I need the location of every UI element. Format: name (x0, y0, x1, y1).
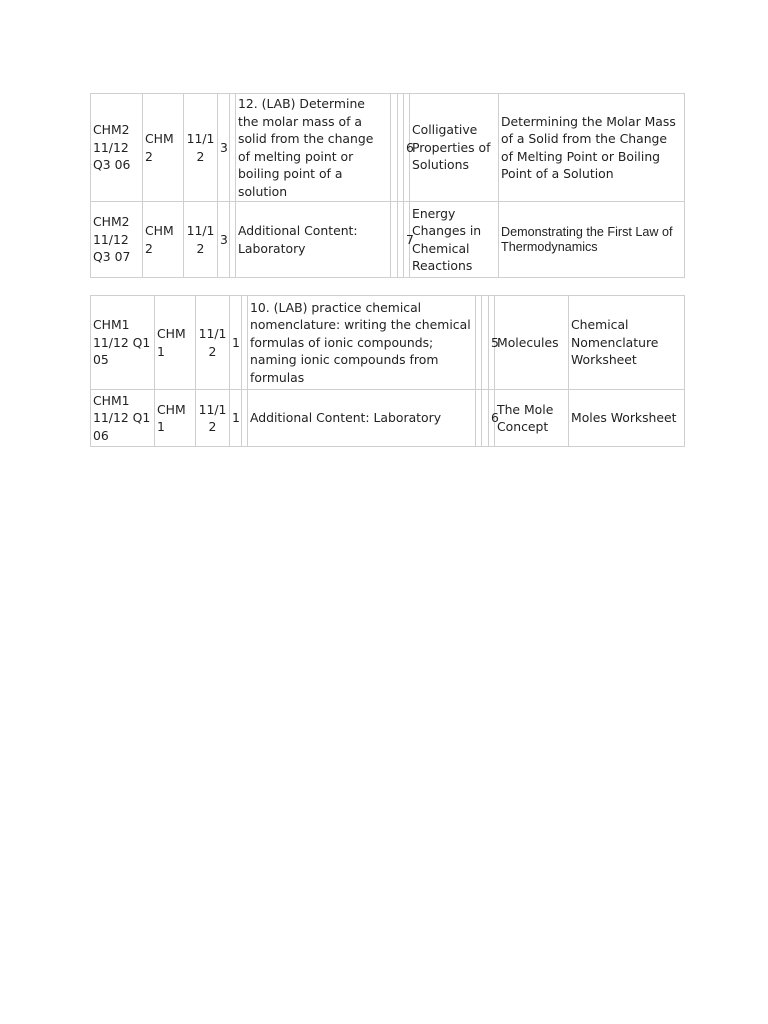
level-cell: 1 (230, 296, 242, 390)
topic-cell: Colligative Properties of Solutions (410, 94, 499, 202)
resource-cell: Determining the Molar Mass of a Solid from the Change of Melting Point or Boiling Point of a Solution (499, 94, 685, 202)
code-cell: CHM2 11/12 Q3 07 (91, 202, 143, 278)
objective-cell: 10. (LAB) practice chemical nomenclature: writing the chemical formulas of ionic compounds; naming ionic compounds from formulas (248, 296, 476, 390)
topic-cell: Energy Changes in Chemical Reactions (410, 202, 499, 278)
table-row (91, 94, 685, 202)
level-cell: 3 (218, 202, 230, 278)
curriculum-table-chm1 (90, 295, 685, 447)
course-cell: CHM 1 (155, 296, 196, 390)
topic-cell: Molecules (495, 296, 569, 390)
level-cell: 1 (230, 390, 242, 447)
number-cell: 6 (404, 94, 410, 202)
topic-cell: The Mole Concept (495, 390, 569, 447)
objective-cell: Additional Content: Laboratory (248, 390, 476, 447)
grade-cell: 11/1 2 (196, 390, 230, 447)
number-cell: 7 (404, 202, 410, 278)
number-cell: 5 (489, 296, 495, 390)
resource-cell: Demonstrating the First Law of Thermodynamics (499, 202, 685, 278)
objective-cell: 12. (LAB) Determine the molar mass of a solid from the change of melting point or boiling point of a solution (236, 94, 391, 202)
table-row (91, 296, 685, 390)
objective-cell: Additional Content: Laboratory (236, 202, 391, 278)
resource-cell: Chemical Nomenclature Worksheet (569, 296, 685, 390)
code-cell: CHM2 11/12 Q3 06 (91, 94, 143, 202)
table-row (91, 390, 685, 447)
grade-cell: 11/1 2 (184, 94, 218, 202)
number-cell: 6 (489, 390, 495, 447)
grade-cell: 11/1 2 (184, 202, 218, 278)
grade-cell: 11/1 2 (196, 296, 230, 390)
course-cell: CHM 1 (155, 390, 196, 447)
resource-cell: Moles Worksheet (569, 390, 685, 447)
course-cell: CHM 2 (143, 94, 184, 202)
spacer-cell (482, 390, 489, 447)
spacer-cell (391, 202, 398, 278)
curriculum-table-chm2 (90, 93, 685, 278)
level-cell: 3 (218, 94, 230, 202)
course-cell: CHM 2 (143, 202, 184, 278)
spacer-cell (391, 94, 398, 202)
code-cell: CHM1 11/12 Q1 06 (91, 390, 155, 447)
code-cell: CHM1 11/12 Q1 05 (91, 296, 155, 390)
spacer-cell (482, 296, 489, 390)
table-row (91, 202, 685, 278)
